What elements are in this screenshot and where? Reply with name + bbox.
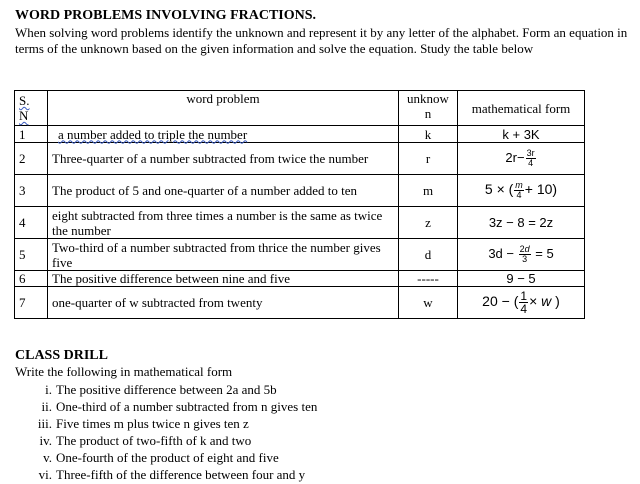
row-sn: 3 [15,175,48,207]
table-row [15,175,585,207]
drill-list [30,381,317,483]
row-problem: one-quarter of w subtracted from twenty [48,287,399,319]
row-math: 5 × ( $\frac{m}{4}$ + 10) [458,175,585,207]
row-problem: The positive difference between nine and five [48,271,399,287]
row-math: 2r− $\frac{3r}{4}$ [458,143,585,175]
item-number: vi. [38,467,52,482]
table-row [15,207,585,239]
list-item [30,449,317,466]
item-text: One-third of a number subtracted from n gives ten [56,399,318,414]
page-title: WORD PROBLEMS INVOLVING FRACTIONS. [15,8,317,23]
word-problems-table [14,90,585,319]
row-sn: 5 [15,239,48,271]
row-math: 3z − 8 = 2z [458,207,585,239]
item-number: v. [43,450,52,465]
table-row [15,126,585,143]
table-header-row [15,91,585,126]
drill-subtitle: Write the following in mathematical form [15,364,233,379]
row-sn: 4 [15,207,48,239]
item-number: ii. [41,399,52,414]
header-sn-bottom: N [19,108,29,123]
item-text: Three-fifth of the difference between four and y [56,467,306,482]
header-unknown [399,91,458,126]
item-text: The product of two-fifth of k and two [56,433,252,448]
row-sn: 7 [15,287,48,319]
row-unknown: d [399,239,458,271]
intro-paragraph: When solving word problems identify the unknown and represent it by any letter of the alphabet. Form an equation in terms of the unknown based on the given information and solve the equation. Study the table below [15,25,628,56]
row-unknown: m [399,175,458,207]
row-math: k + 3K [458,126,585,143]
header-math: mathematical form [458,91,585,126]
row-sn: 1 [15,126,48,143]
row-unknown: ----- [399,271,458,287]
item-number: iv. [39,433,52,448]
list-item [30,466,317,483]
row-math: 3d − $\frac{2d}{3}$ = 5 [458,239,585,271]
header-unknown-top: unknow [407,91,449,106]
item-text: One-fourth of the product of eight and five [56,450,279,465]
row-unknown: w [399,287,458,319]
table-row [15,239,585,271]
header-sn [15,91,48,126]
row-problem: The product of 5 and one-quarter of a number added to ten [48,175,399,207]
table-row [15,287,585,319]
item-number: iii. [37,416,52,431]
header-unknown-bottom: n [424,106,432,121]
list-item [30,381,317,398]
header-problem: word problem [48,91,399,126]
row-math: 9 − 5 [458,271,585,287]
row-problem [48,126,399,143]
row-unknown: k [399,126,458,143]
header-sn-top: S. [19,93,30,108]
row-problem: Three-quarter of a number subtracted from twice the number [48,143,399,175]
row-problem-text: a number added to triple the number [58,126,248,142]
list-item [30,415,317,432]
list-item [30,432,317,449]
table-row [15,271,585,287]
row-sn: 6 [15,271,48,287]
table-row [15,143,585,175]
row-unknown: r [399,143,458,175]
item-text: The positive difference between 2a and 5b [56,382,277,397]
list-item [30,398,317,415]
row-unknown: z [399,207,458,239]
row-math: 20 − ( $\frac{1}{4}$ × w ) [458,287,585,319]
row-problem: Two-third of a number subtracted from thrice the number gives five [48,239,399,271]
item-number: i. [45,382,52,397]
item-text: Five times m plus twice n gives ten z [56,416,249,431]
row-problem: eight subtracted from three times a number is the same as twice the number [48,207,399,239]
drill-title: CLASS DRILL [15,348,108,363]
row-sn: 2 [15,143,48,175]
